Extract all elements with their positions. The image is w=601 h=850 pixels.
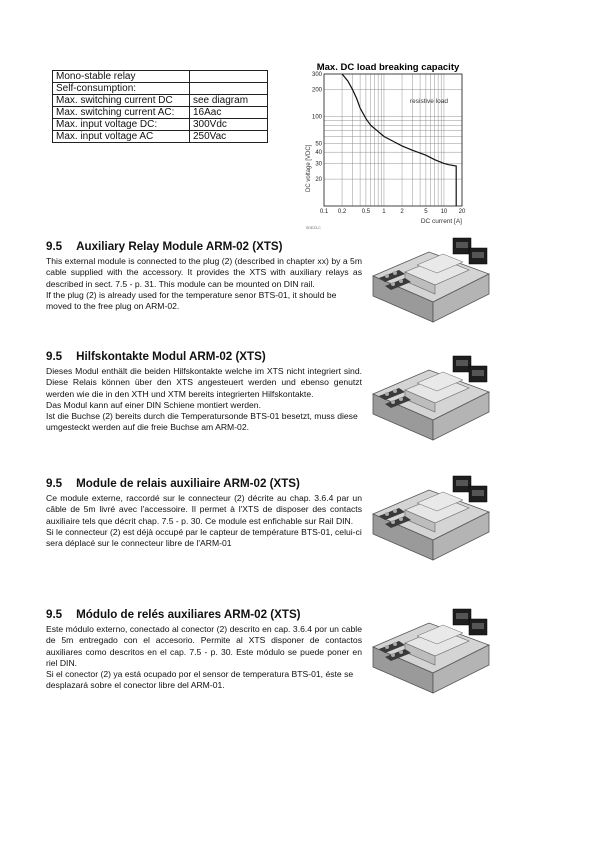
relay-module-drawing bbox=[373, 238, 489, 322]
chart-grid bbox=[324, 74, 462, 206]
x-tick-label: 1 bbox=[382, 209, 386, 215]
relay-module-drawing bbox=[373, 609, 489, 693]
section-title: Auxiliary Relay Module ARM-02 (XTS) bbox=[76, 240, 283, 253]
y-ticks bbox=[312, 72, 323, 183]
spec-label: Max. switching current AC: bbox=[53, 107, 190, 119]
dc-load-chart bbox=[298, 60, 478, 232]
y-tick-label: 40 bbox=[315, 150, 322, 157]
spec-value: see diagram bbox=[190, 95, 268, 107]
chart-footnote: SDE23-C bbox=[306, 226, 321, 230]
spec-row bbox=[53, 131, 268, 143]
relay-module-image bbox=[365, 350, 497, 444]
series-line bbox=[342, 74, 456, 206]
y-axis-label: DC voltage [VDC] bbox=[306, 144, 312, 192]
spec-value bbox=[190, 71, 268, 83]
x-tick-label: 5 bbox=[424, 209, 428, 215]
paragraph: Este módulo externo, conectado al conector (2) descrito en cap. 3.6.4 por un cable de 5m entregado con el accesorio. Permite al XTS disponer de contactos auxiliares como descritos en el cap. 7.5 - p. 30. Este módulo se puede poner en riel DIN. bbox=[46, 624, 362, 668]
spec-label: Max. input voltage DC: bbox=[53, 119, 190, 131]
y-tick-label: 50 bbox=[315, 141, 322, 148]
spec-label: Self-consumption: bbox=[53, 83, 190, 95]
spec-row bbox=[53, 95, 268, 107]
spec-row bbox=[53, 83, 268, 95]
spec-value: 300Vdc bbox=[190, 119, 268, 131]
spec-row bbox=[53, 71, 268, 83]
chart-title: Max. DC load breaking capacity bbox=[316, 62, 460, 73]
x-ticks bbox=[320, 209, 466, 215]
relay-module-image bbox=[365, 232, 497, 326]
relay-module-image bbox=[365, 470, 497, 564]
relay-module-drawing bbox=[373, 356, 489, 440]
relay-module-drawing bbox=[373, 476, 489, 560]
spec-value: 250Vac bbox=[190, 131, 268, 143]
spec-label: Mono-stable relay bbox=[53, 71, 190, 83]
section-title: Hilfskontakte Modul ARM-02 (XTS) bbox=[76, 350, 266, 363]
paragraph: Ce module externe, raccordé sur le connecteur (2) décrite au chap. 3.6.4 par un câble de 5m livré avec l'accessoire. Il permet à l'XTS de disposer des contacts auxiliaire tels que décrit chap. 7.5 - p. 30. Ce module est enfichable sur Rail DIN. bbox=[46, 493, 362, 526]
paragraph: Das Modul kann auf einer DIN Schiene montiert werden. bbox=[46, 399, 261, 410]
paragraph: Si el conector (2) ya está ocupado por el sensor de temperatura BTS-01, éste se desplazará sobre el conector libre del ARM-01. bbox=[46, 669, 354, 691]
relay-module-image bbox=[365, 603, 497, 697]
y-tick-label: 100 bbox=[311, 114, 322, 121]
section-number: 9.5 bbox=[46, 240, 63, 253]
section-spanish bbox=[46, 608, 362, 692]
x-tick-label: 10 bbox=[440, 209, 448, 215]
paragraph: Si le connecteur (2) est déjà occupé par le capteur de température BTS-01, celui-ci sera déplacé sur le connecteur libre de l'ARM-01 bbox=[46, 526, 362, 549]
paragraph: This external module is connected to the plug (2) (described in chapter xx) by a 5m cable supplied with the accessory. It provides the XTS with auxiliary relays as described in sect. 7.5 - p. 31. This module can be mounted on DIN rail. bbox=[46, 256, 362, 289]
x-tick-label: 0.2 bbox=[337, 209, 347, 215]
spec-label: Max. input voltage AC bbox=[53, 131, 190, 143]
section-title: Module de relais auxiliaire ARM-02 (XTS) bbox=[76, 477, 300, 490]
y-tick-label: 20 bbox=[315, 177, 322, 184]
spec-label: Max. switching current DC bbox=[53, 95, 190, 107]
section-french bbox=[46, 477, 362, 549]
spec-row bbox=[53, 107, 268, 119]
section-english bbox=[46, 240, 362, 312]
section-heading bbox=[46, 477, 362, 490]
section-number: 9.5 bbox=[46, 350, 63, 363]
x-tick-label: 2 bbox=[400, 209, 404, 215]
y-tick-label: 300 bbox=[311, 72, 322, 78]
spec-row bbox=[53, 119, 268, 131]
paragraph: Ist die Buchse (2) bereits durch die Temperatursonde BTS-01 besetzt, muss diese umgesteckt werden auf die freie Buchse am ARM-02. bbox=[46, 411, 358, 433]
spec-value: 16Aac bbox=[190, 107, 268, 119]
annotation-label: resistive load bbox=[410, 98, 448, 105]
spec-value bbox=[190, 83, 268, 95]
x-tick-label: 20 bbox=[458, 209, 466, 215]
section-number: 9.5 bbox=[46, 477, 63, 490]
section-heading bbox=[46, 350, 362, 363]
y-tick-label: 200 bbox=[311, 87, 322, 94]
x-tick-label: 0.1 bbox=[319, 209, 329, 215]
spec-table bbox=[52, 70, 268, 143]
section-title: Módulo de relés auxiliares ARM-02 (XTS) bbox=[76, 608, 301, 621]
y-tick-label: 30 bbox=[315, 161, 322, 168]
x-tick-label: 0.5 bbox=[361, 209, 371, 215]
paragraph: Dieses Modul enthält die beiden Hilfskontakte welche im XTS nicht integriert sind. Diese Relais können über den XTS angesteuert werden und ebenso genutzt werden wie die in den XTH und XTM bereits integrierten Hilfskontakte. bbox=[46, 366, 362, 399]
paragraph: If the plug (2) is already used for the temperature senor BTS-01, it should be moved to the free plug on ARM-02. bbox=[46, 289, 337, 312]
section-number: 9.5 bbox=[46, 608, 63, 621]
section-heading bbox=[46, 240, 362, 253]
section-german bbox=[46, 350, 362, 434]
section-heading bbox=[46, 608, 362, 621]
x-axis-label: DC current [A] bbox=[420, 218, 462, 225]
